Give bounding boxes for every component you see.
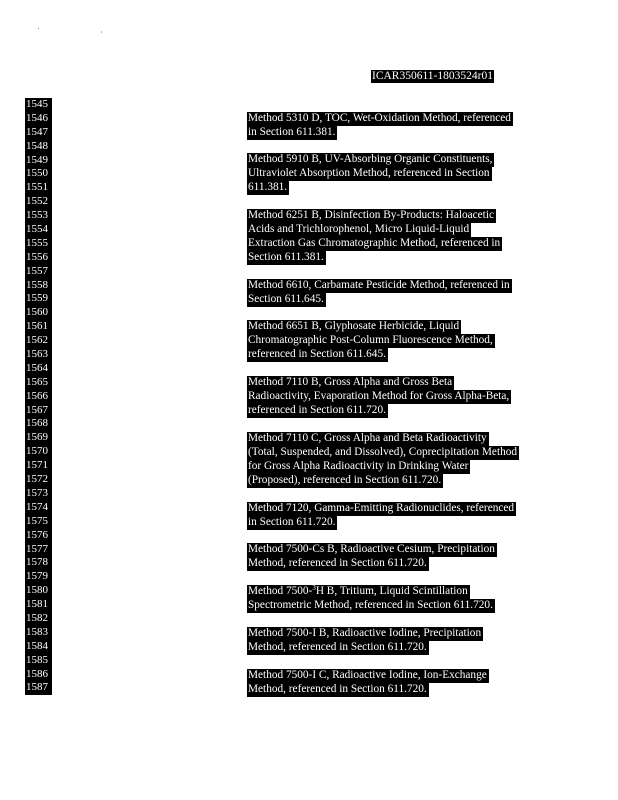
line-number: 1587	[25, 681, 52, 695]
method-reference-paragraph	[247, 669, 489, 697]
line-number: 1584	[25, 640, 52, 654]
line-number: 1582	[25, 612, 52, 626]
line-number: 1557	[25, 265, 52, 279]
line-number: 1571	[25, 459, 52, 473]
paragraph-line: Method 6610, Carbamate Pesticide Method, referenced in	[248, 279, 510, 291]
line-number: 1565	[25, 376, 52, 390]
method-reference-paragraph	[247, 502, 516, 530]
line-number: 1553	[25, 209, 52, 223]
method-reference-paragraph	[247, 112, 513, 140]
line-number: 1556	[25, 251, 52, 265]
method-reference-paragraph	[247, 627, 483, 655]
line-number: 1572	[25, 473, 52, 487]
line-number: 1585	[25, 654, 52, 668]
paragraph-line: Method, referenced in Section 611.720.	[248, 682, 427, 695]
paragraph-line: Spectrometric Method, referenced in Section 611.720.	[248, 598, 493, 611]
line-number: 1555	[25, 237, 52, 251]
line-number: 1546	[25, 112, 52, 126]
line-number: 1551	[25, 181, 52, 195]
line-number: 1574	[25, 501, 52, 515]
line-number: 1573	[25, 487, 52, 501]
line-number: 1552	[25, 195, 52, 209]
line-number: 1580	[25, 584, 52, 598]
line-number: 1560	[25, 306, 52, 320]
paragraph-line: Method, referenced in Section 611.720.	[248, 640, 427, 653]
paragraph-line: Acids and Trichlorophenol, Micro Liquid-Liquid	[248, 222, 470, 235]
paragraph-line: Method 5310 D, TOC, Wet-Oxidation Method, referenced	[248, 112, 511, 124]
paragraph-line: Method 7500-I C, Radioactive Iodine, Ion-Exchange	[248, 669, 487, 681]
line-number-column	[25, 98, 52, 695]
line-number: 1549	[25, 154, 52, 168]
line-number: 1568	[25, 417, 52, 431]
paragraph-line: Method, referenced in Section 611.720.	[248, 556, 427, 569]
line-number: 1586	[25, 668, 52, 682]
paragraph-line: in Section 611.720.	[248, 515, 336, 528]
paragraph-line: Ultraviolet Absorption Method, referenced in Section	[248, 166, 490, 179]
paragraph-line: Radioactivity, Evaporation Method for Gross Alpha-Beta,	[248, 389, 510, 402]
line-number: 1563	[25, 348, 52, 362]
line-number: 1554	[25, 223, 52, 237]
paragraph-line: Extraction Gas Chromatographic Method, referenced in	[248, 236, 501, 249]
paragraph-line: Method 5910 B, UV-Absorbing Organic Constituents,	[248, 153, 493, 165]
paragraph-line: 611.381.	[248, 180, 288, 193]
line-number: 1561	[25, 320, 52, 334]
line-number: 1545	[25, 98, 52, 112]
line-number: 1558	[25, 279, 52, 293]
line-number: 1564	[25, 362, 52, 376]
method-reference-paragraph	[247, 376, 511, 418]
paragraph-line: Section 611.645.	[248, 292, 324, 305]
paragraph-line: referenced in Section 611.720.	[248, 403, 386, 416]
line-number: 1559	[25, 292, 52, 306]
paragraph-line: Method 7120, Gamma-Emitting Radionuclides, referenced	[248, 502, 515, 514]
method-reference-paragraph	[247, 279, 512, 307]
line-number: 1581	[25, 598, 52, 612]
line-number: 1583	[25, 626, 52, 640]
paragraph-line: Method 7110 C, Gross Alpha and Beta Radioactivity	[248, 432, 487, 444]
paragraph-line: in Section 611.381.	[248, 125, 336, 138]
paragraph-line: referenced in Section 611.645.	[248, 347, 386, 360]
line-number: 1550	[25, 167, 52, 181]
line-number: 1567	[25, 404, 52, 418]
line-number: 1562	[25, 334, 52, 348]
method-reference-paragraph	[247, 320, 495, 362]
method-reference-paragraph	[247, 432, 519, 488]
paragraph-line: Method 6651 B, Glyphosate Herbicide, Liquid	[248, 320, 460, 332]
paragraph-line: Method 7110 B, Gross Alpha and Gross Beta	[248, 376, 453, 388]
paragraph-line: for Gross Alpha Radioactivity in Drinking Water	[248, 459, 469, 472]
document-id: ICAR350611-1803524r01	[372, 70, 493, 82]
line-number: 1548	[25, 140, 52, 154]
paragraph-line: (Proposed), referenced in Section 611.720.	[248, 473, 442, 486]
method-reference-paragraph	[247, 585, 495, 613]
paragraph-line: Method 7500-I B, Radioactive Iodine, Precipitation	[248, 627, 482, 639]
paragraph-line: Method 7500-$^3$H B, Tritium, Liquid Scintillation	[248, 584, 468, 597]
method-reference-paragraph	[247, 543, 497, 571]
paragraph-line: Method 7500-Cs B, Radioactive Cesium, Precipitation	[248, 543, 495, 555]
paragraph-line: Chromatographic Post-Column Fluorescence Method,	[248, 333, 493, 346]
method-reference-paragraph	[247, 209, 502, 265]
paragraph-line: (Total, Suspended, and Dissolved), Coprecipitation Method	[248, 445, 518, 458]
line-number: 1575	[25, 515, 52, 529]
line-number: 1576	[25, 529, 52, 543]
method-reference-paragraph	[247, 153, 494, 195]
paragraph-line: Method 6251 B, Disinfection By-Products: Haloacetic	[248, 209, 494, 221]
line-number: 1547	[25, 126, 52, 140]
line-number: 1578	[25, 556, 52, 570]
line-number: 1566	[25, 390, 52, 404]
scan-marks: ' ,	[38, 28, 133, 34]
line-number: 1569	[25, 431, 52, 445]
line-number: 1570	[25, 445, 52, 459]
line-number: 1577	[25, 543, 52, 557]
paragraph-line: Section 611.381.	[248, 250, 324, 263]
line-number: 1579	[25, 570, 52, 584]
